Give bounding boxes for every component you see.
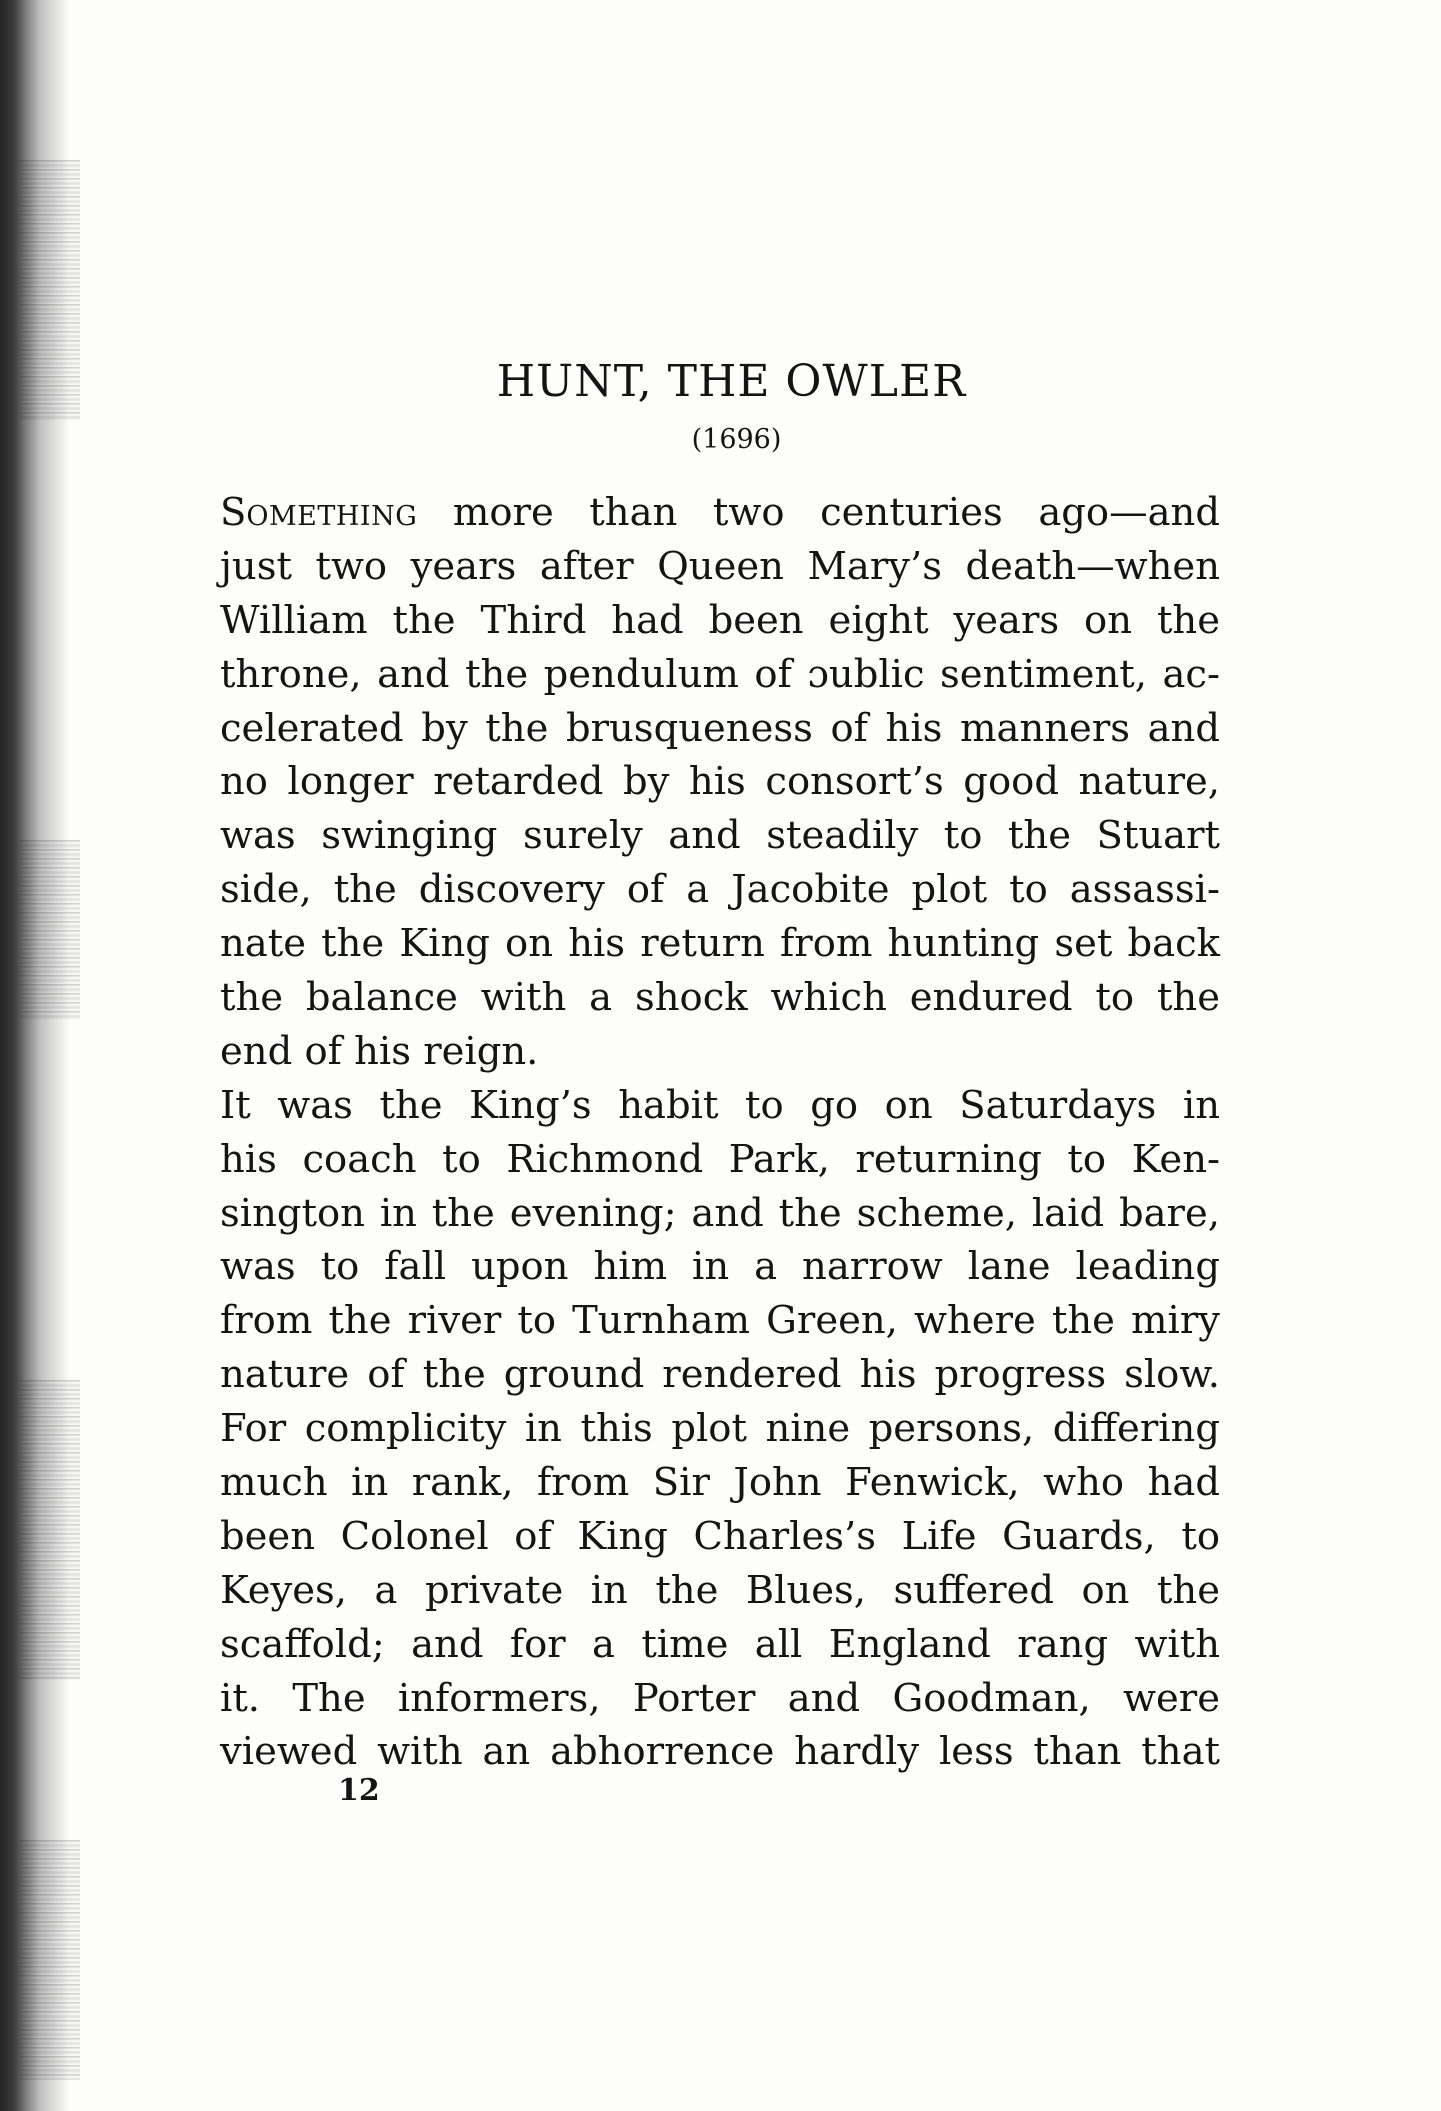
text-line: It was the King’s habit to go on Saturdays in — [220, 1082, 1220, 1128]
page-number: 12 — [338, 1773, 380, 1808]
text-line: was swinging surely and steadily to the Stuart — [220, 813, 1220, 859]
text-line: end of his reign. — [220, 1028, 539, 1074]
text-line: nature of the ground rendered his progress slow. — [220, 1352, 1220, 1398]
text-line: from the river to Turnham Green, where the miry — [220, 1298, 1220, 1344]
text-line: nate the King on his return from hunting set back — [220, 921, 1220, 967]
text-line: much in rank, from Sir John Fenwick, who had — [220, 1460, 1220, 1506]
text-line: side, the discovery of a Jacobite plot to assassi- — [220, 867, 1220, 913]
scan-speckle — [20, 1380, 80, 1680]
text-line: his coach to Richmond Park, returning to Ken- — [220, 1136, 1220, 1182]
text-line: throne, and the pendulum of ɔublic sentiment, ac- — [220, 651, 1220, 697]
text-line: viewed with an abhorrence hardly less than that — [220, 1729, 1220, 1775]
text-line: just two years after Queen Mary’s death—when — [220, 543, 1220, 589]
text-line: William the Third had been eight years on the — [220, 597, 1220, 643]
text-line: the balance with a shock which endured to the — [220, 975, 1220, 1021]
text-line: sington in the evening; and the scheme, laid bare, — [220, 1190, 1220, 1236]
small-caps-initial: S — [220, 490, 247, 535]
text-line: been Colonel of King Charles’s Life Guards, to — [220, 1513, 1220, 1559]
chapter-year: (1696) — [691, 424, 782, 455]
text-line: celerated by the brusqueness of his manners and — [220, 705, 1220, 751]
text-line — [220, 486, 1220, 540]
text-line: For complicity in this plot nine persons, differing — [220, 1406, 1220, 1452]
chapter-title: HUNT, THE OWLER — [496, 356, 967, 407]
text-line: it. The informers, Porter and Goodman, were — [220, 1675, 1220, 1721]
text-line: no longer retarded by his consort’s good nature, — [220, 759, 1220, 805]
scan-speckle — [20, 840, 80, 1020]
small-caps-lead: OMETHING — [246, 501, 418, 532]
scan-speckle — [20, 1840, 80, 2080]
body-text — [220, 486, 1220, 1779]
text-line-content: more than two centuries ago—and — [417, 490, 1220, 535]
text-line: scaffold; and for a time all England rang with — [220, 1621, 1220, 1667]
text-line: was to fall upon him in a narrow lane leading — [220, 1244, 1220, 1290]
text-line: Keyes, a private in the Blues, suffered on the — [220, 1567, 1220, 1613]
